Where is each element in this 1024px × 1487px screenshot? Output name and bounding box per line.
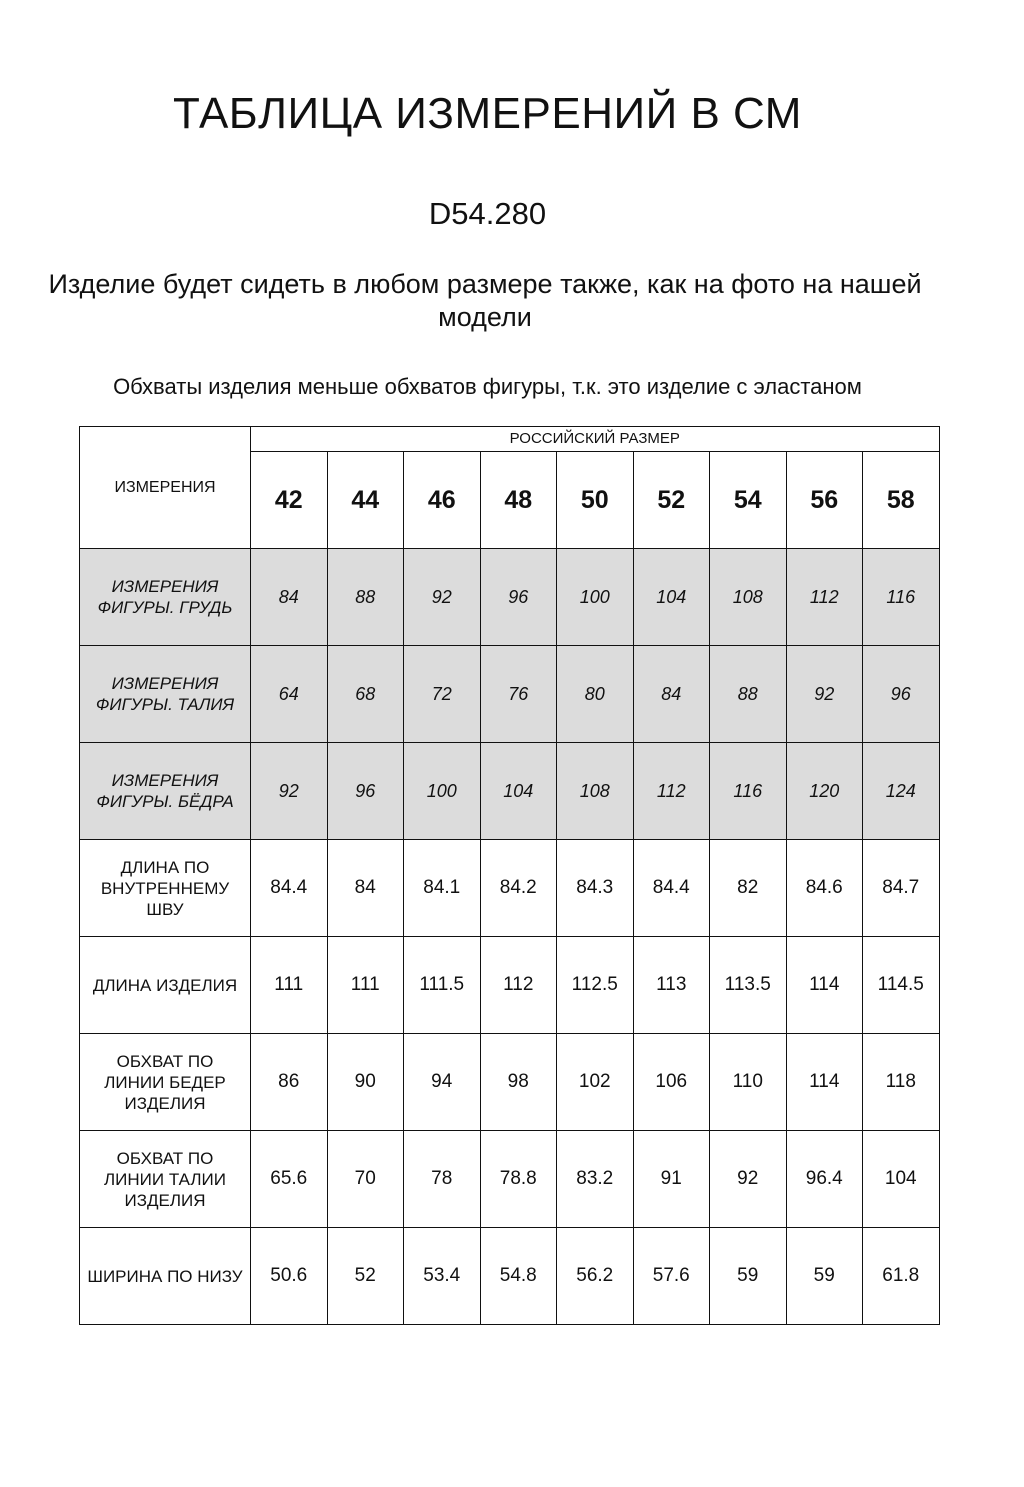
table-cell: 111 xyxy=(327,937,404,1034)
size-header-cell: 48 xyxy=(480,452,557,549)
table-cell: 57.6 xyxy=(633,1228,710,1325)
table-cell: 114 xyxy=(786,1034,863,1131)
table-cell: 114.5 xyxy=(863,937,940,1034)
stretch-note: Обхваты изделия меньше обхватов фигуры, т.к. это изделие с эластаном xyxy=(113,374,862,399)
table-cell: 59 xyxy=(786,1228,863,1325)
page-title: ТАБЛИЦА ИЗМЕРЕНИЙ В СМ xyxy=(173,89,802,138)
table-cell: 84.3 xyxy=(557,840,634,937)
table-cell: 84.7 xyxy=(863,840,940,937)
table-cell: 110 xyxy=(710,1034,787,1131)
table-cell: 114 xyxy=(786,937,863,1034)
table-cell: 100 xyxy=(557,549,634,646)
table-cell: 118 xyxy=(863,1034,940,1131)
table-cell: 80 xyxy=(557,646,634,743)
table-cell: 56.2 xyxy=(557,1228,634,1325)
size-header-cell: 50 xyxy=(557,452,634,549)
table-cell: 84.2 xyxy=(480,840,557,937)
size-chart-body xyxy=(80,427,940,1325)
table-cell: 78.8 xyxy=(480,1131,557,1228)
row-label: ИЗМЕРЕНИЯ ФИГУРЫ. ГРУДЬ xyxy=(80,549,251,646)
table-row xyxy=(80,1228,940,1325)
size-header-cell: 46 xyxy=(404,452,481,549)
row-label: ДЛИНА ПО ВНУТРЕННЕМУ ШВУ xyxy=(80,840,251,937)
table-cell: 98 xyxy=(480,1034,557,1131)
size-header-cell: 54 xyxy=(710,452,787,549)
table-cell: 65.6 xyxy=(251,1131,328,1228)
table-cell: 88 xyxy=(710,646,787,743)
table-cell: 84.6 xyxy=(786,840,863,937)
table-cell: 54.8 xyxy=(480,1228,557,1325)
table-cell: 100 xyxy=(404,743,481,840)
table-cell: 108 xyxy=(710,549,787,646)
table-cell: 104 xyxy=(480,743,557,840)
table-cell: 78 xyxy=(404,1131,481,1228)
table-cell: 111.5 xyxy=(404,937,481,1034)
table-cell: 102 xyxy=(557,1034,634,1131)
table-cell: 112 xyxy=(786,549,863,646)
table-cell: 96 xyxy=(863,646,940,743)
table-cell: 84 xyxy=(327,840,404,937)
table-cell: 92 xyxy=(710,1131,787,1228)
table-cell: 106 xyxy=(633,1034,710,1131)
measure-header: ИЗМЕРЕНИЯ xyxy=(80,427,251,549)
table-cell: 84 xyxy=(251,549,328,646)
table-row xyxy=(80,1131,940,1228)
row-label: ШИРИНА ПО НИЗУ xyxy=(80,1228,251,1325)
table-cell: 64 xyxy=(251,646,328,743)
table-cell: 68 xyxy=(327,646,404,743)
table-cell: 108 xyxy=(557,743,634,840)
table-cell: 113.5 xyxy=(710,937,787,1034)
table-cell: 83.2 xyxy=(557,1131,634,1228)
table-cell: 86 xyxy=(251,1034,328,1131)
product-code: D54.280 xyxy=(428,196,547,231)
table-cell: 96 xyxy=(480,549,557,646)
table-cell: 124 xyxy=(863,743,940,840)
size-header-cell: 42 xyxy=(251,452,328,549)
table-cell: 94 xyxy=(404,1034,481,1131)
row-label: ОБХВАТ ПО ЛИНИИ БЕДЕР ИЗДЕЛИЯ xyxy=(80,1034,251,1131)
row-label: ИЗМЕРЕНИЯ ФИГУРЫ. ТАЛИЯ xyxy=(80,646,251,743)
size-group-header: РОССИЙСКИЙ РАЗМЕР xyxy=(251,427,940,452)
table-cell: 59 xyxy=(710,1228,787,1325)
table-cell: 61.8 xyxy=(863,1228,940,1325)
size-header-cell: 56 xyxy=(786,452,863,549)
table-cell: 84.4 xyxy=(251,840,328,937)
size-header-cell: 52 xyxy=(633,452,710,549)
row-label: ИЗМЕРЕНИЯ ФИГУРЫ. БЁДРА xyxy=(80,743,251,840)
table-cell: 104 xyxy=(633,549,710,646)
table-cell: 92 xyxy=(404,549,481,646)
table-cell: 52 xyxy=(327,1228,404,1325)
table-cell: 111 xyxy=(251,937,328,1034)
table-cell: 112.5 xyxy=(557,937,634,1034)
table-cell: 72 xyxy=(404,646,481,743)
size-header-cell: 58 xyxy=(863,452,940,549)
table-row xyxy=(80,743,940,840)
table-row xyxy=(80,937,940,1034)
size-chart-table xyxy=(79,426,940,1325)
table-cell: 104 xyxy=(863,1131,940,1228)
table-row xyxy=(80,840,940,937)
fit-subtitle: Изделие будет сидеть в любом размере также, как на фото на нашей модели xyxy=(48,269,922,332)
table-cell: 116 xyxy=(710,743,787,840)
table-cell: 116 xyxy=(863,549,940,646)
table-cell: 113 xyxy=(633,937,710,1034)
table-row xyxy=(80,1034,940,1131)
table-cell: 92 xyxy=(251,743,328,840)
table-cell: 50.6 xyxy=(251,1228,328,1325)
table-row xyxy=(80,549,940,646)
table-cell: 90 xyxy=(327,1034,404,1131)
table-cell: 112 xyxy=(633,743,710,840)
table-cell: 84.4 xyxy=(633,840,710,937)
table-cell: 92 xyxy=(786,646,863,743)
table-cell: 91 xyxy=(633,1131,710,1228)
table-cell: 53.4 xyxy=(404,1228,481,1325)
table-cell: 120 xyxy=(786,743,863,840)
table-row xyxy=(80,646,940,743)
size-header-cell: 44 xyxy=(327,452,404,549)
table-cell: 82 xyxy=(710,840,787,937)
row-label: ОБХВАТ ПО ЛИНИИ ТАЛИИ ИЗДЕЛИЯ xyxy=(80,1131,251,1228)
table-cell: 112 xyxy=(480,937,557,1034)
table-cell: 76 xyxy=(480,646,557,743)
table-cell: 84.1 xyxy=(404,840,481,937)
table-cell: 88 xyxy=(327,549,404,646)
row-label: ДЛИНА ИЗДЕЛИЯ xyxy=(80,937,251,1034)
table-cell: 84 xyxy=(633,646,710,743)
table-cell: 70 xyxy=(327,1131,404,1228)
table-cell: 96.4 xyxy=(786,1131,863,1228)
header-row-group xyxy=(80,427,940,452)
table-cell: 96 xyxy=(327,743,404,840)
